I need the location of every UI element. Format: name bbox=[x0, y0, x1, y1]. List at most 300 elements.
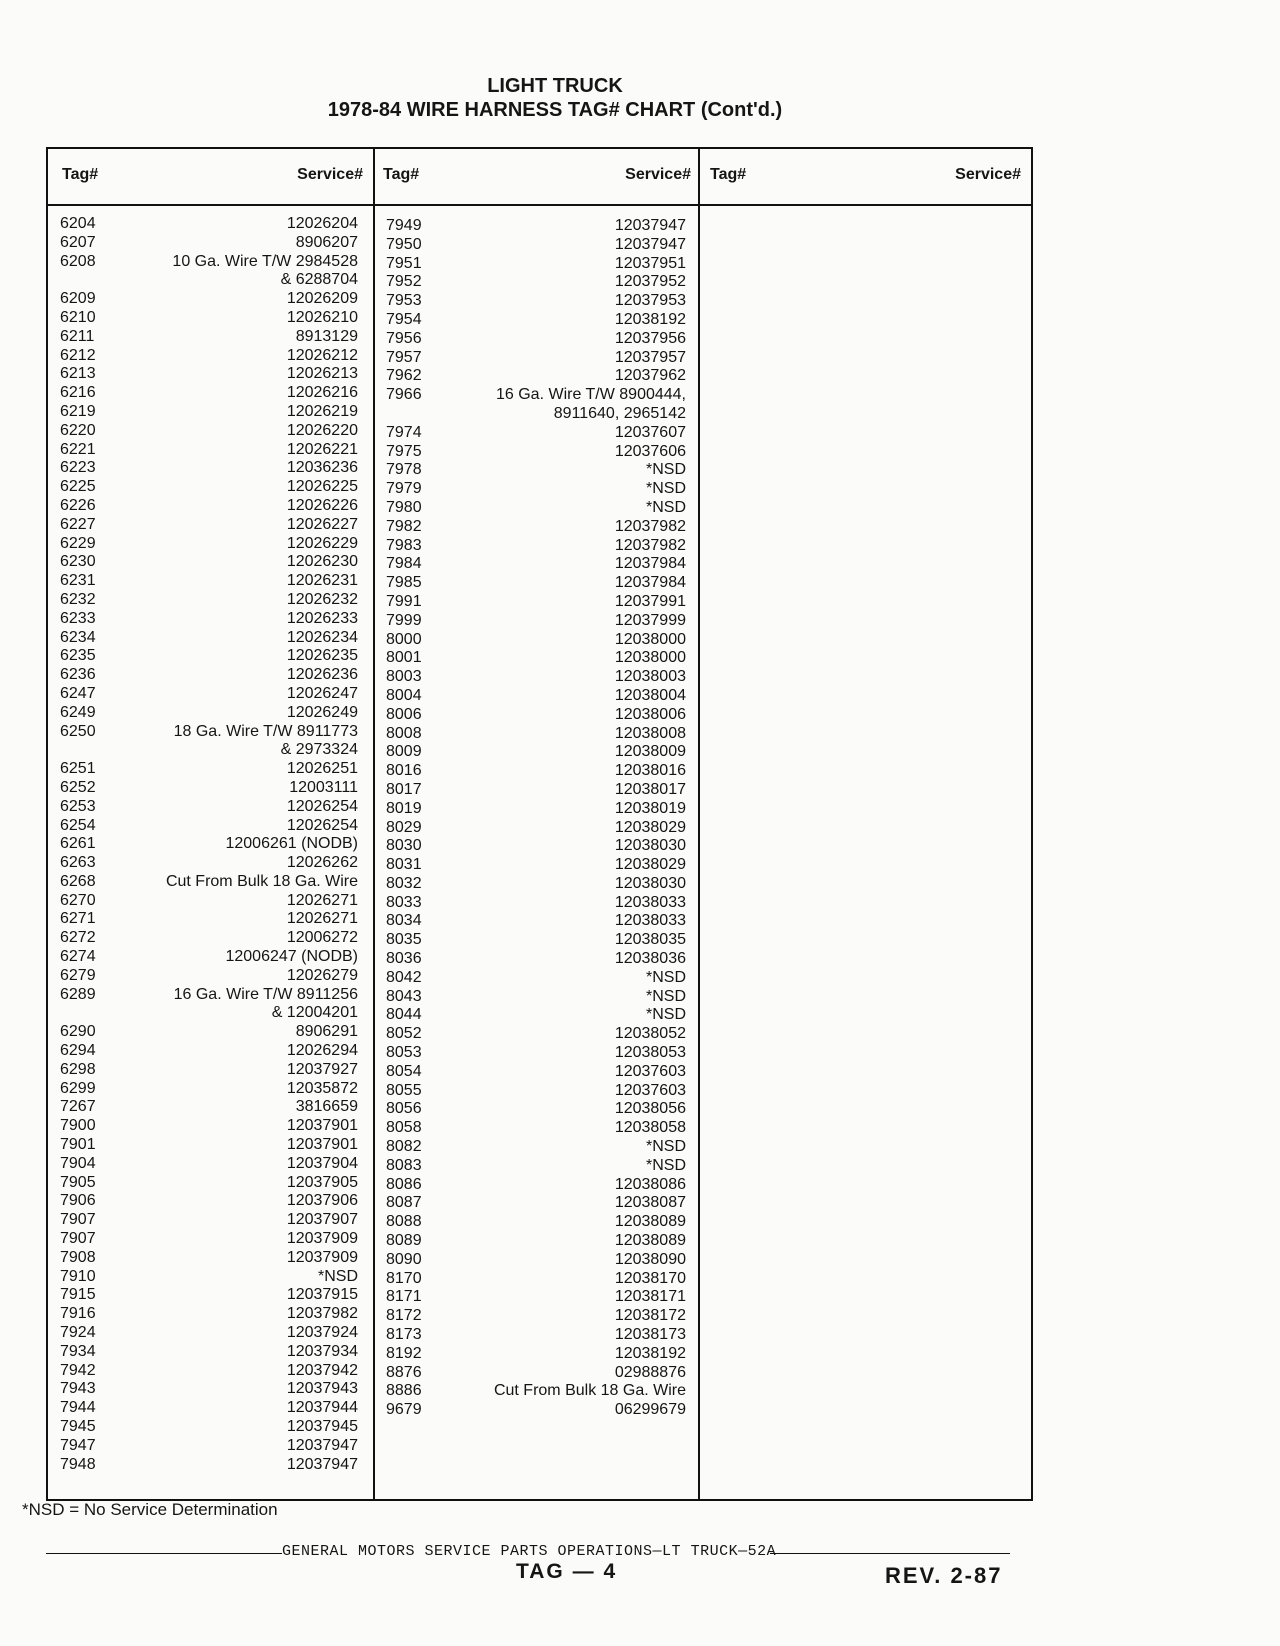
service-number: 12038033 bbox=[614, 893, 686, 911]
table-row bbox=[60, 835, 358, 854]
tag-number: 7974 bbox=[386, 423, 422, 441]
column3-service-header: Service# bbox=[955, 166, 1021, 183]
table-row bbox=[60, 1418, 358, 1437]
service-number: 12038000 bbox=[614, 649, 686, 667]
table-row bbox=[60, 929, 358, 948]
service-number: *NSD bbox=[645, 1156, 686, 1174]
table-row bbox=[386, 593, 686, 612]
service-number: 8911640, 2965142 bbox=[553, 404, 686, 422]
table-row bbox=[386, 800, 686, 819]
table-row bbox=[386, 1176, 686, 1195]
tag-number: 6294 bbox=[60, 1042, 96, 1060]
tag-number: 8086 bbox=[386, 1175, 422, 1193]
service-number: 12037907 bbox=[286, 1211, 358, 1229]
tag-number: 6289 bbox=[60, 985, 96, 1003]
table-row bbox=[60, 1174, 358, 1193]
service-number: 12037603 bbox=[614, 1062, 686, 1080]
service-number: 12003111 bbox=[289, 778, 358, 796]
table-row bbox=[386, 273, 686, 292]
table-row bbox=[60, 290, 358, 309]
table-row bbox=[60, 1211, 358, 1230]
tag-number: 6290 bbox=[60, 1023, 96, 1041]
table-row bbox=[60, 441, 358, 460]
tag-number: 8058 bbox=[386, 1119, 422, 1137]
service-number: 8913129 bbox=[295, 327, 358, 345]
column-divider bbox=[698, 149, 700, 1499]
tag-number: 6211 bbox=[60, 327, 95, 345]
service-number: 12026231 bbox=[286, 572, 358, 590]
service-number: *NSD bbox=[645, 968, 686, 986]
table-row bbox=[60, 685, 358, 704]
table-row bbox=[60, 666, 358, 685]
table-row bbox=[386, 461, 686, 480]
table-row bbox=[60, 910, 358, 929]
service-number: 12038033 bbox=[614, 912, 686, 930]
service-number: 12026251 bbox=[286, 760, 358, 778]
table-row bbox=[60, 1155, 358, 1174]
column3-tag-header: Tag# bbox=[710, 166, 747, 183]
tag-number: 6270 bbox=[60, 891, 96, 909]
tag-number: 8171 bbox=[386, 1288, 422, 1306]
column1-tag-header: Tag# bbox=[62, 166, 99, 183]
column1-rows bbox=[60, 215, 358, 1474]
tag-number: 6209 bbox=[60, 290, 96, 308]
tag-number: 7985 bbox=[386, 574, 422, 592]
column2-service-header: Service# bbox=[625, 166, 691, 183]
column2-rows bbox=[386, 217, 686, 1420]
service-number: 12037924 bbox=[286, 1324, 358, 1342]
service-number: 12038003 bbox=[614, 668, 686, 686]
table-row bbox=[386, 819, 686, 838]
table-row bbox=[60, 516, 358, 535]
tag-number: 8876 bbox=[386, 1363, 422, 1381]
tag-number: 6250 bbox=[60, 722, 96, 740]
service-number: 12037947 bbox=[614, 235, 686, 253]
table-row bbox=[60, 1042, 358, 1061]
service-number: 12037999 bbox=[614, 611, 686, 629]
table-row bbox=[60, 572, 358, 591]
table-row bbox=[60, 629, 358, 648]
service-number: 12006261 (NODB) bbox=[225, 835, 358, 853]
tag-number: 7966 bbox=[386, 386, 422, 404]
service-number: 12037915 bbox=[286, 1286, 358, 1304]
table-row bbox=[60, 798, 358, 817]
tag-number: 8172 bbox=[386, 1307, 422, 1325]
tag-number: 6249 bbox=[60, 703, 96, 721]
table-row bbox=[386, 1401, 686, 1420]
tag-number: 8044 bbox=[386, 1006, 422, 1024]
service-number: 8906207 bbox=[295, 233, 358, 251]
table-row bbox=[386, 574, 686, 593]
service-number: 12038087 bbox=[614, 1194, 686, 1212]
table-row bbox=[60, 422, 358, 441]
table-row bbox=[386, 1213, 686, 1232]
table-row bbox=[386, 255, 686, 274]
tag-number: 8008 bbox=[386, 724, 422, 742]
tag-number: 7943 bbox=[60, 1380, 96, 1398]
service-number: 16 Ga. Wire T/W 8911256 bbox=[173, 985, 358, 1003]
table-row bbox=[386, 988, 686, 1007]
tag-number: 7267 bbox=[60, 1098, 96, 1116]
service-number: 12026232 bbox=[286, 590, 358, 608]
tag-number: 6229 bbox=[60, 534, 96, 552]
table-row bbox=[60, 779, 358, 798]
tag-number: 6230 bbox=[60, 553, 96, 571]
table-row bbox=[386, 1326, 686, 1345]
table-row bbox=[386, 1006, 686, 1025]
page-number: TAG — 4 bbox=[516, 1560, 618, 1583]
table-row bbox=[60, 1324, 358, 1343]
table-row bbox=[60, 1268, 358, 1287]
tag-number: 8003 bbox=[386, 668, 422, 686]
table-row bbox=[386, 649, 686, 668]
service-number: 12026227 bbox=[286, 515, 358, 533]
tag-number: 6225 bbox=[60, 478, 96, 496]
service-number: 12006272 bbox=[286, 929, 358, 947]
service-number: 12038008 bbox=[614, 724, 686, 742]
service-number: 12038036 bbox=[614, 950, 686, 968]
revision-label: REV. 2-87 bbox=[885, 1563, 1003, 1588]
tag-number: 6207 bbox=[60, 233, 96, 251]
table-row bbox=[386, 706, 686, 725]
tag-number: 8031 bbox=[386, 856, 422, 874]
service-number: 12038056 bbox=[614, 1100, 686, 1118]
table-row bbox=[60, 234, 358, 253]
table-row bbox=[60, 760, 358, 779]
service-number: 12026254 bbox=[286, 797, 358, 815]
service-number: Cut From Bulk 18 Ga. Wire bbox=[165, 872, 358, 890]
service-number: 12038170 bbox=[614, 1269, 686, 1287]
service-number: 12038009 bbox=[614, 743, 686, 761]
tag-number: 8032 bbox=[386, 874, 422, 892]
tag-number: 8001 bbox=[386, 649, 422, 667]
tag-number: 6247 bbox=[60, 684, 96, 702]
service-number: 12026254 bbox=[286, 816, 358, 834]
tag-number: 7951 bbox=[386, 254, 422, 272]
table-row bbox=[60, 1380, 358, 1399]
tag-number: 7916 bbox=[60, 1305, 96, 1323]
tag-number: 7948 bbox=[60, 1455, 96, 1473]
service-number: 12006247 (NODB) bbox=[225, 948, 358, 966]
tag-number: 6274 bbox=[60, 948, 96, 966]
table-row bbox=[386, 1345, 686, 1364]
tag-number: 6226 bbox=[60, 496, 96, 514]
service-number: 12026234 bbox=[286, 628, 358, 646]
service-number: 12026230 bbox=[286, 553, 358, 571]
table-row bbox=[60, 741, 358, 760]
service-number: *NSD bbox=[645, 987, 686, 1005]
column1-service-header: Service# bbox=[297, 166, 363, 183]
table-row bbox=[60, 535, 358, 554]
table-row bbox=[60, 328, 358, 347]
service-number: 12026262 bbox=[286, 854, 358, 872]
tag-number: 6220 bbox=[60, 421, 96, 439]
service-number: 12037982 bbox=[614, 536, 686, 554]
service-number: 12037957 bbox=[614, 348, 686, 366]
tag-number: 6271 bbox=[60, 910, 96, 928]
tag-number: 7982 bbox=[386, 517, 422, 535]
table-row bbox=[60, 365, 358, 384]
tag-number: 8043 bbox=[386, 987, 422, 1005]
table-row bbox=[386, 1025, 686, 1044]
service-number: 12026213 bbox=[286, 365, 358, 383]
table-row bbox=[386, 950, 686, 969]
table-row bbox=[60, 948, 358, 967]
service-number: 12038089 bbox=[614, 1232, 686, 1250]
tag-number: 8053 bbox=[386, 1044, 422, 1062]
service-number: 12026249 bbox=[286, 703, 358, 721]
table-row bbox=[60, 1136, 358, 1155]
service-number: 12026271 bbox=[286, 891, 358, 909]
tag-number: 7999 bbox=[386, 611, 422, 629]
service-number: 12038172 bbox=[614, 1307, 686, 1325]
table-row bbox=[386, 725, 686, 744]
tag-number: 6212 bbox=[60, 346, 96, 364]
table-row bbox=[386, 480, 686, 499]
tag-number: 7915 bbox=[60, 1286, 96, 1304]
tag-number: 6216 bbox=[60, 384, 96, 402]
tag-number: 8029 bbox=[386, 818, 422, 836]
service-number: 12037944 bbox=[286, 1399, 358, 1417]
service-number: 16 Ga. Wire T/W 8900444, bbox=[495, 386, 686, 404]
tag-number: 7978 bbox=[386, 461, 422, 479]
tag-number: 7900 bbox=[60, 1117, 96, 1135]
tag-number: 6233 bbox=[60, 609, 96, 627]
tag-number: 6231 bbox=[60, 572, 96, 590]
tag-number: 6268 bbox=[60, 872, 96, 890]
service-number: *NSD bbox=[645, 461, 686, 479]
service-number: 12038017 bbox=[614, 780, 686, 798]
table-row bbox=[386, 330, 686, 349]
table-row bbox=[60, 347, 358, 366]
service-number: 12037982 bbox=[286, 1305, 358, 1323]
service-number: 12026229 bbox=[286, 534, 358, 552]
table-row bbox=[60, 1080, 358, 1099]
tag-number: 8088 bbox=[386, 1213, 422, 1231]
table-row bbox=[60, 1456, 358, 1475]
service-number: 12037909 bbox=[286, 1230, 358, 1248]
service-number: & 2973324 bbox=[280, 741, 358, 759]
tag-number: 8019 bbox=[386, 799, 422, 817]
table-row bbox=[60, 892, 358, 911]
tag-number: 7934 bbox=[60, 1342, 96, 1360]
service-number: 12037901 bbox=[286, 1117, 358, 1135]
service-number: *NSD bbox=[645, 498, 686, 516]
table-row bbox=[386, 668, 686, 687]
table-row bbox=[386, 1382, 686, 1401]
table-row bbox=[386, 236, 686, 255]
header-divider bbox=[48, 204, 1031, 206]
service-number: *NSD bbox=[645, 1006, 686, 1024]
service-number: 12038086 bbox=[614, 1175, 686, 1193]
table-row bbox=[60, 1023, 358, 1042]
tag-number: 7945 bbox=[60, 1418, 96, 1435]
page-title: LIGHT TRUCK bbox=[487, 75, 623, 97]
tag-number: 7908 bbox=[60, 1248, 96, 1266]
tag-number: 6234 bbox=[60, 628, 96, 646]
tag-number: 7906 bbox=[60, 1192, 96, 1210]
tag-number: 7991 bbox=[386, 592, 422, 610]
table-row bbox=[60, 1061, 358, 1080]
table-row bbox=[386, 386, 686, 405]
tag-number: 8090 bbox=[386, 1250, 422, 1268]
table-row bbox=[60, 1230, 358, 1249]
tag-number: 6221 bbox=[60, 440, 96, 458]
table-row bbox=[60, 817, 358, 836]
tag-number: 6272 bbox=[60, 929, 96, 947]
table-row bbox=[60, 1117, 358, 1136]
table-row bbox=[60, 647, 358, 666]
tag-number: 6236 bbox=[60, 666, 96, 684]
service-number: & 12004201 bbox=[271, 1004, 358, 1022]
tag-number: 6213 bbox=[60, 365, 96, 383]
tag-number: 8030 bbox=[386, 837, 422, 855]
service-number: 12026226 bbox=[286, 496, 358, 514]
tag-number: 7957 bbox=[386, 348, 422, 366]
service-number: *NSD bbox=[317, 1267, 358, 1285]
table-row bbox=[60, 459, 358, 478]
service-number: 12037606 bbox=[614, 442, 686, 460]
footer-rule-right bbox=[770, 1553, 1010, 1554]
table-row bbox=[386, 1044, 686, 1063]
table-row bbox=[386, 537, 686, 556]
service-number: 12037962 bbox=[614, 367, 686, 385]
table-row bbox=[386, 687, 686, 706]
table-row bbox=[386, 1100, 686, 1119]
table-row bbox=[60, 271, 358, 290]
tag-number: 8017 bbox=[386, 780, 422, 798]
tag-number: 7947 bbox=[60, 1436, 96, 1454]
tag-number: 7956 bbox=[386, 329, 422, 347]
service-number: 12037603 bbox=[614, 1081, 686, 1099]
table-row bbox=[386, 969, 686, 988]
tag-number: 7924 bbox=[60, 1324, 96, 1342]
table-row bbox=[386, 1307, 686, 1326]
table-row bbox=[386, 1082, 686, 1101]
service-number: 12026216 bbox=[286, 384, 358, 402]
tag-number: 7954 bbox=[386, 310, 422, 328]
tag-number: 7952 bbox=[386, 273, 422, 291]
service-number: 12037901 bbox=[286, 1136, 358, 1154]
table-row bbox=[60, 873, 358, 892]
service-number: 12038173 bbox=[614, 1326, 686, 1344]
table-row bbox=[60, 610, 358, 629]
tag-number: 8054 bbox=[386, 1062, 422, 1080]
service-number: 12038052 bbox=[614, 1025, 686, 1043]
tag-number: 6251 bbox=[60, 760, 96, 778]
table-row bbox=[60, 1362, 358, 1381]
service-number: 12037956 bbox=[614, 329, 686, 347]
tag-number: 8173 bbox=[386, 1326, 422, 1344]
table-row bbox=[60, 478, 358, 497]
table-row bbox=[386, 1157, 686, 1176]
tag-number: 7910 bbox=[60, 1267, 96, 1285]
table-row bbox=[60, 1192, 358, 1211]
tag-number: 6263 bbox=[60, 854, 96, 872]
tag-number: 8192 bbox=[386, 1344, 422, 1362]
table-row bbox=[386, 292, 686, 311]
table-row bbox=[386, 1119, 686, 1138]
service-number: 12038030 bbox=[614, 874, 686, 892]
service-number: 12037909 bbox=[286, 1248, 358, 1266]
service-number: 12037984 bbox=[614, 574, 686, 592]
service-number: 12026235 bbox=[286, 647, 358, 665]
tag-number: 8034 bbox=[386, 912, 422, 930]
service-number: 12026236 bbox=[286, 666, 358, 684]
service-number: 12026212 bbox=[286, 346, 358, 364]
tag-number: 6204 bbox=[60, 215, 96, 232]
table-row bbox=[60, 967, 358, 986]
tag-number: 6227 bbox=[60, 515, 96, 533]
table-row bbox=[60, 1249, 358, 1268]
tag-number: 7953 bbox=[386, 292, 422, 310]
column-divider bbox=[373, 149, 375, 1499]
service-number: 12026233 bbox=[286, 609, 358, 627]
table-row bbox=[60, 704, 358, 723]
table-row bbox=[386, 1063, 686, 1082]
table-row bbox=[60, 215, 358, 234]
tag-number: 7975 bbox=[386, 442, 422, 460]
tag-number: 8083 bbox=[386, 1156, 422, 1174]
service-number: 12036236 bbox=[286, 459, 358, 477]
table-row bbox=[386, 1138, 686, 1157]
tag-number: 8055 bbox=[386, 1081, 422, 1099]
tag-number: 8056 bbox=[386, 1100, 422, 1118]
table-row bbox=[386, 555, 686, 574]
tag-number: 8082 bbox=[386, 1138, 422, 1156]
table-row bbox=[386, 743, 686, 762]
tag-number: 6210 bbox=[60, 308, 96, 326]
table-row bbox=[60, 723, 358, 742]
service-number: 12038016 bbox=[614, 762, 686, 780]
tag-number: 8016 bbox=[386, 762, 422, 780]
table-row bbox=[60, 309, 358, 328]
service-number: 8906291 bbox=[295, 1023, 358, 1041]
table-row bbox=[386, 1194, 686, 1213]
tag-number: 6279 bbox=[60, 966, 96, 984]
column2-tag-header: Tag# bbox=[383, 166, 420, 183]
service-number: 12038006 bbox=[614, 705, 686, 723]
tag-number: 7904 bbox=[60, 1154, 96, 1172]
service-number: 12037905 bbox=[286, 1173, 358, 1191]
service-number: 12037945 bbox=[286, 1418, 358, 1435]
table-row bbox=[60, 253, 358, 272]
tag-number: 6219 bbox=[60, 402, 96, 420]
table-row bbox=[386, 405, 686, 424]
service-number: 12038029 bbox=[614, 856, 686, 874]
table-row bbox=[386, 762, 686, 781]
tag-number: 6254 bbox=[60, 816, 96, 834]
table-row bbox=[60, 1004, 358, 1023]
tag-number: 6253 bbox=[60, 797, 96, 815]
tag-number: 8033 bbox=[386, 893, 422, 911]
tag-number: 8004 bbox=[386, 686, 422, 704]
table-row bbox=[60, 1098, 358, 1117]
table-row bbox=[60, 1399, 358, 1418]
service-number: & 6288704 bbox=[280, 271, 358, 289]
service-number: *NSD bbox=[645, 480, 686, 498]
tag-number: 8886 bbox=[386, 1382, 422, 1400]
service-number: 02988876 bbox=[614, 1363, 686, 1381]
table-row bbox=[386, 367, 686, 386]
nsd-footnote: *NSD = No Service Determination bbox=[22, 1500, 278, 1519]
tag-number: 6252 bbox=[60, 778, 96, 796]
service-number: 12026220 bbox=[286, 421, 358, 439]
table-row bbox=[60, 1437, 358, 1456]
service-number: 12037982 bbox=[614, 517, 686, 535]
table-row bbox=[386, 912, 686, 931]
service-number: 12038030 bbox=[614, 837, 686, 855]
